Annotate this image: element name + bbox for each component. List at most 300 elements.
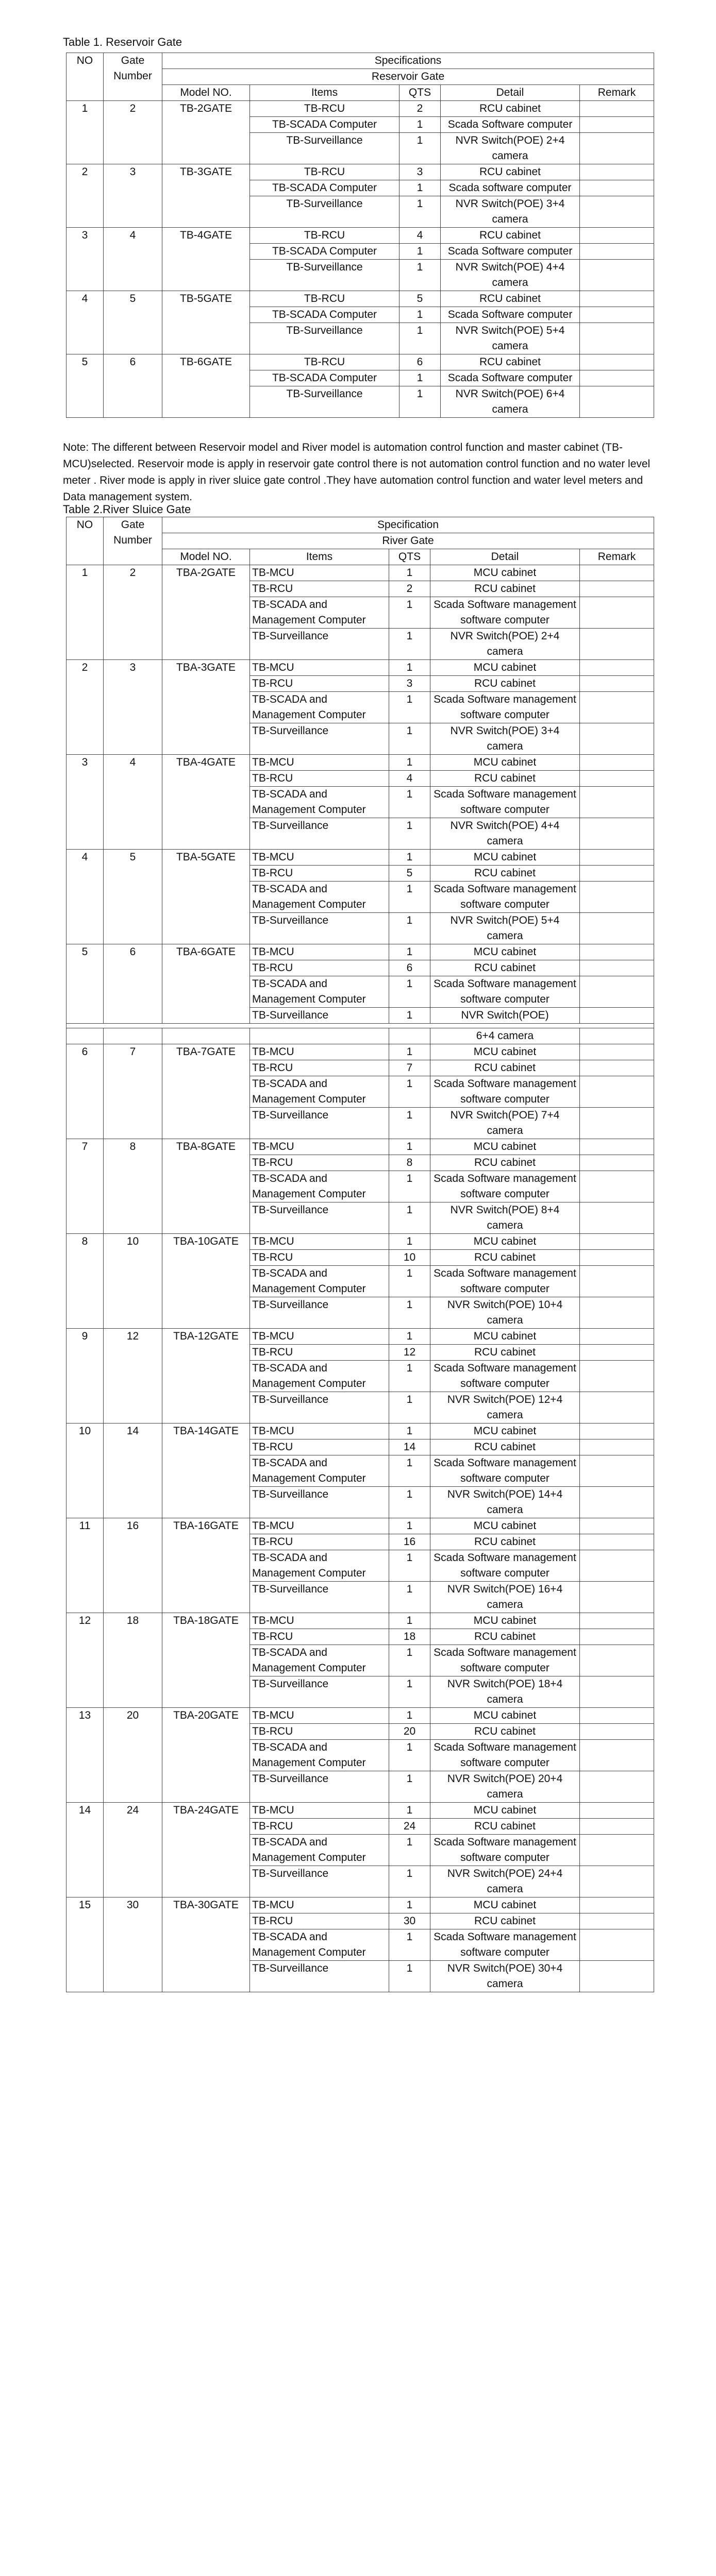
row-item: TB-MCU <box>250 1708 389 1724</box>
row-model: TBA-2GATE <box>162 565 250 660</box>
row-gate-number: 4 <box>104 228 162 291</box>
row-qts: 1 <box>389 1518 430 1534</box>
header-group: River Gate <box>162 533 654 549</box>
row-detail: RCU cabinet <box>441 354 580 370</box>
row-remark <box>580 944 654 960</box>
row-qts: 1 <box>399 133 441 164</box>
row-item: TB-RCU <box>250 1345 389 1361</box>
row-remark <box>580 1835 654 1866</box>
row-qts: 1 <box>389 1171 430 1202</box>
row-qts: 1 <box>389 1929 430 1961</box>
row-item: TB-MCU <box>250 1803 389 1819</box>
row-gate-number: 3 <box>104 164 162 228</box>
row-item: TB-MCU <box>250 944 389 960</box>
row-remark <box>580 1487 654 1518</box>
row-item: TB-RCU <box>250 676 389 692</box>
row-item: TB-RCU <box>250 291 399 307</box>
row-model: TB-3GATE <box>162 164 250 228</box>
row-item: TB-SCADA and Management Computer <box>250 882 389 913</box>
header-model: Model NO. <box>162 85 250 101</box>
row-remark <box>580 1929 654 1961</box>
row-detail: MCU cabinet <box>430 850 580 866</box>
row-qts: 1 <box>389 787 430 818</box>
row-item: TB-Surveillance <box>250 1392 389 1423</box>
row-remark <box>580 1266 654 1297</box>
row-item: TB-Surveillance <box>250 818 389 850</box>
row-qts: 6 <box>399 354 441 370</box>
row-remark <box>580 164 654 180</box>
row-no: 5 <box>66 944 104 1024</box>
row-remark <box>580 660 654 676</box>
row-detail: NVR Switch(POE) <box>430 1008 580 1024</box>
row-detail: NVR Switch(POE) 3+4 camera <box>441 196 580 228</box>
row-item: TB-SCADA and Management Computer <box>250 1171 389 1202</box>
row-item: TB-Surveillance <box>250 629 389 660</box>
row-qts: 24 <box>389 1819 430 1835</box>
row-model: TBA-24GATE <box>162 1803 250 1897</box>
row-remark <box>580 1613 654 1629</box>
row-detail: Scada Software management software computer <box>430 692 580 723</box>
row-item: TB-SCADA Computer <box>250 370 399 386</box>
row-item: TB-Surveillance <box>250 913 389 944</box>
row-detail: Scada Software management software computer <box>430 1835 580 1866</box>
row-remark <box>580 976 654 1008</box>
row-no: 2 <box>66 660 104 755</box>
row-qts: 4 <box>389 771 430 787</box>
row-item: TB-SCADA and Management Computer <box>250 1076 389 1108</box>
table-row <box>66 944 654 960</box>
row-qts: 1 <box>389 1487 430 1518</box>
header-detail: Detail <box>430 549 580 565</box>
row-qts: 1 <box>389 629 430 660</box>
note-paragraph: Note: The different between Reservoir model and River model is automation control function and master cabinet (TB-MCU)selected. Reservoir mode is apply in reservoir gate control there is not automation control function and no water level meter . River mode is apply in river sluice gate control .They have automation control function and water level meters and Data management system. <box>63 442 651 503</box>
row-gate-number: 3 <box>104 660 162 755</box>
row-detail: MCU cabinet <box>430 1329 580 1345</box>
row-remark <box>580 692 654 723</box>
row-detail: MCU cabinet <box>430 1234 580 1250</box>
row-item: TB-SCADA and Management Computer <box>250 1361 389 1392</box>
row-remark <box>580 1139 654 1155</box>
row-detail: MCU cabinet <box>430 1613 580 1629</box>
row-gate-number: 2 <box>104 565 162 660</box>
row-qts: 3 <box>389 676 430 692</box>
header-gate-number: Gate Number <box>104 517 162 565</box>
row-item: TB-SCADA Computer <box>250 307 399 323</box>
row-item: TB-RCU <box>250 1439 389 1455</box>
page-break-row <box>66 1024 654 1028</box>
header-remark: Remark <box>580 549 654 565</box>
row-item: TB-SCADA and Management Computer <box>250 597 389 629</box>
row-item: TB-RCU <box>250 771 389 787</box>
row-item: TB-SCADA and Management Computer <box>250 1266 389 1297</box>
row-item: TB-SCADA Computer <box>250 180 399 196</box>
row-no: 1 <box>66 101 104 164</box>
row-detail: RCU cabinet <box>430 866 580 882</box>
table-row <box>66 101 654 117</box>
row-item: TB-RCU <box>250 581 389 597</box>
row-qts: 1 <box>389 755 430 771</box>
row-item: TB-MCU <box>250 1234 389 1250</box>
row-item: TB-SCADA and Management Computer <box>250 1550 389 1582</box>
table-row <box>66 1044 654 1060</box>
row-remark <box>580 565 654 581</box>
row-remark <box>580 1629 654 1645</box>
row-qts: 2 <box>389 581 430 597</box>
table-row <box>66 1234 654 1250</box>
row-gate-number: 6 <box>104 944 162 1024</box>
row-qts: 1 <box>389 1708 430 1724</box>
row-item: TB-Surveillance <box>250 1771 389 1803</box>
row-item: TB-RCU <box>250 866 389 882</box>
row-qts: 16 <box>389 1534 430 1550</box>
row-qts: 1 <box>389 1613 430 1629</box>
row-qts: 1 <box>389 1835 430 1866</box>
row-remark <box>580 1771 654 1803</box>
row-qts: 1 <box>399 244 441 260</box>
row-remark <box>580 1550 654 1582</box>
row-remark <box>580 1234 654 1250</box>
row-detail: MCU cabinet <box>430 1708 580 1724</box>
row-gate-number: 12 <box>104 1329 162 1423</box>
row-item: TB-Surveillance <box>250 1487 389 1518</box>
row-detail: MCU cabinet <box>430 1803 580 1819</box>
row-remark <box>580 1455 654 1487</box>
row-remark <box>580 1250 654 1266</box>
row-detail: RCU cabinet <box>430 1060 580 1076</box>
row-remark <box>580 755 654 771</box>
row-qts: 18 <box>389 1629 430 1645</box>
row-qts: 1 <box>389 1582 430 1613</box>
row-detail: NVR Switch(POE) 4+4 camera <box>441 260 580 291</box>
continuation-row <box>66 1028 654 1044</box>
row-item: TB-MCU <box>250 565 389 581</box>
row-model: TBA-4GATE <box>162 755 250 850</box>
row-detail: NVR Switch(POE) 10+4 camera <box>430 1297 580 1329</box>
row-qts: 1 <box>389 1897 430 1913</box>
row-item: TB-MCU <box>250 850 389 866</box>
table-row <box>66 565 654 581</box>
row-item: TB-SCADA and Management Computer <box>250 1645 389 1676</box>
row-detail: NVR Switch(POE) 20+4 camera <box>430 1771 580 1803</box>
row-remark <box>580 960 654 976</box>
row-remark <box>580 1008 654 1024</box>
continuation-gate <box>104 1028 162 1044</box>
row-detail: MCU cabinet <box>430 660 580 676</box>
row-item: TB-MCU <box>250 1897 389 1913</box>
row-qts: 1 <box>399 307 441 323</box>
row-detail: Scada Software management software computer <box>430 976 580 1008</box>
row-remark <box>580 1044 654 1060</box>
row-no: 2 <box>66 164 104 228</box>
row-remark <box>580 117 654 133</box>
row-qts: 7 <box>389 1060 430 1076</box>
row-model: TBA-18GATE <box>162 1613 250 1708</box>
row-qts: 1 <box>389 1645 430 1676</box>
row-qts: 1 <box>399 196 441 228</box>
row-item: TB-SCADA and Management Computer <box>250 1835 389 1866</box>
row-item: TB-SCADA and Management Computer <box>250 692 389 723</box>
row-detail: MCU cabinet <box>430 565 580 581</box>
table-row <box>66 164 654 180</box>
row-detail: NVR Switch(POE) 2+4 camera <box>441 133 580 164</box>
row-qts: 1 <box>389 1202 430 1234</box>
row-remark <box>580 1803 654 1819</box>
row-no: 12 <box>66 1613 104 1708</box>
row-detail: RCU cabinet <box>430 676 580 692</box>
row-detail: RCU cabinet <box>430 1819 580 1835</box>
row-item: TB-MCU <box>250 1518 389 1534</box>
row-detail: NVR Switch(POE) 14+4 camera <box>430 1487 580 1518</box>
row-detail: Scada Software management software computer <box>430 597 580 629</box>
river-sluice-gate-table <box>66 517 654 1992</box>
row-qts: 1 <box>389 1676 430 1708</box>
row-item: TB-Surveillance <box>250 260 399 291</box>
row-qts: 1 <box>389 1266 430 1297</box>
row-detail: RCU cabinet <box>430 1250 580 1266</box>
table-row <box>66 1518 654 1534</box>
row-remark <box>580 1329 654 1345</box>
row-gate-number: 20 <box>104 1708 162 1803</box>
row-detail: NVR Switch(POE) 18+4 camera <box>430 1676 580 1708</box>
header-specifications: Specifications <box>162 53 654 69</box>
row-item: TB-RCU <box>250 1250 389 1266</box>
row-detail: MCU cabinet <box>430 1518 580 1534</box>
row-item: TB-RCU <box>250 164 399 180</box>
row-remark <box>580 1819 654 1835</box>
row-item: TB-RCU <box>250 1155 389 1171</box>
row-item: TB-MCU <box>250 755 389 771</box>
row-remark <box>580 1361 654 1392</box>
row-qts: 1 <box>399 117 441 133</box>
row-detail: MCU cabinet <box>430 944 580 960</box>
row-qts: 5 <box>389 866 430 882</box>
row-model: TBA-10GATE <box>162 1234 250 1329</box>
row-detail: NVR Switch(POE) 2+4 camera <box>430 629 580 660</box>
row-detail: RCU cabinet <box>441 228 580 244</box>
row-qts: 1 <box>389 1139 430 1155</box>
row-item: TB-MCU <box>250 1139 389 1155</box>
row-remark <box>580 771 654 787</box>
reservoir-gate-table <box>66 53 654 418</box>
row-remark <box>580 1645 654 1676</box>
row-no: 10 <box>66 1423 104 1518</box>
row-item: TB-Surveillance <box>250 1676 389 1708</box>
row-no: 15 <box>66 1897 104 1992</box>
row-remark <box>580 882 654 913</box>
row-detail: Scada Software computer <box>441 244 580 260</box>
row-no: 11 <box>66 1518 104 1613</box>
row-model: TBA-16GATE <box>162 1518 250 1613</box>
row-qts: 2 <box>399 101 441 117</box>
row-qts: 1 <box>389 850 430 866</box>
row-detail: NVR Switch(POE) 7+4 camera <box>430 1108 580 1139</box>
row-detail: Scada Software management software computer <box>430 1645 580 1676</box>
row-detail: NVR Switch(POE) 4+4 camera <box>430 818 580 850</box>
row-item: TB-SCADA Computer <box>250 117 399 133</box>
row-detail: NVR Switch(POE) 24+4 camera <box>430 1866 580 1897</box>
row-qts: 1 <box>389 1392 430 1423</box>
row-qts: 1 <box>389 1008 430 1024</box>
row-remark <box>580 581 654 597</box>
row-detail: RCU cabinet <box>441 164 580 180</box>
row-remark <box>580 866 654 882</box>
row-qts: 1 <box>389 944 430 960</box>
row-item: TB-RCU <box>250 1913 389 1929</box>
row-item: TB-Surveillance <box>250 1582 389 1613</box>
row-no: 3 <box>66 228 104 291</box>
row-item: TB-Surveillance <box>250 1202 389 1234</box>
row-detail: MCU cabinet <box>430 755 580 771</box>
row-remark <box>580 1866 654 1897</box>
row-remark <box>580 260 654 291</box>
row-qts: 1 <box>389 1076 430 1108</box>
row-item: TB-RCU <box>250 1534 389 1550</box>
row-item: TB-RCU <box>250 960 389 976</box>
row-detail: RCU cabinet <box>430 960 580 976</box>
row-qts: 3 <box>399 164 441 180</box>
row-remark <box>580 354 654 370</box>
row-item: TB-Surveillance <box>250 1108 389 1139</box>
row-detail: NVR Switch(POE) 12+4 camera <box>430 1392 580 1423</box>
row-remark <box>580 629 654 660</box>
row-model: TBA-14GATE <box>162 1423 250 1518</box>
row-model: TBA-7GATE <box>162 1044 250 1139</box>
row-model: TBA-6GATE <box>162 944 250 1024</box>
row-gate-number: 5 <box>104 850 162 944</box>
continuation-item <box>250 1028 389 1044</box>
header-no: NO <box>66 53 104 101</box>
header-qts: QTS <box>399 85 441 101</box>
row-qts: 4 <box>399 228 441 244</box>
row-qts: 1 <box>399 323 441 354</box>
row-no: 4 <box>66 291 104 354</box>
row-qts: 10 <box>389 1250 430 1266</box>
row-qts: 1 <box>389 1361 430 1392</box>
row-model: TB-4GATE <box>162 228 250 291</box>
row-item: TB-SCADA and Management Computer <box>250 1740 389 1771</box>
row-detail: RCU cabinet <box>430 581 580 597</box>
row-qts: 1 <box>389 1550 430 1582</box>
row-detail: MCU cabinet <box>430 1139 580 1155</box>
row-remark <box>580 597 654 629</box>
row-item: TB-RCU <box>250 228 399 244</box>
row-qts: 1 <box>389 723 430 755</box>
row-detail: NVR Switch(POE) 5+4 camera <box>441 323 580 354</box>
row-item: TB-Surveillance <box>250 386 399 418</box>
row-item: TB-RCU <box>250 1819 389 1835</box>
row-remark <box>580 133 654 164</box>
row-item: TB-RCU <box>250 354 399 370</box>
row-qts: 1 <box>389 1771 430 1803</box>
row-qts: 1 <box>389 1234 430 1250</box>
row-item: TB-RCU <box>250 1724 389 1740</box>
row-remark <box>580 787 654 818</box>
row-detail: RCU cabinet <box>430 1724 580 1740</box>
row-qts: 1 <box>389 1455 430 1487</box>
row-remark <box>580 850 654 866</box>
row-qts: 1 <box>389 1329 430 1345</box>
row-model: TB-6GATE <box>162 354 250 418</box>
header-no: NO <box>66 517 104 565</box>
row-detail: Scada Software management software computer <box>430 1929 580 1961</box>
row-qts: 1 <box>389 1961 430 1992</box>
header-gate-number: Gate Number <box>104 53 162 101</box>
row-qts: 8 <box>389 1155 430 1171</box>
row-qts: 1 <box>389 660 430 676</box>
row-item: TB-MCU <box>250 1044 389 1060</box>
row-gate-number: 7 <box>104 1044 162 1139</box>
row-qts: 1 <box>399 386 441 418</box>
table-row <box>66 354 654 370</box>
row-item: TB-SCADA and Management Computer <box>250 976 389 1008</box>
header-group: Reservoir Gate <box>162 69 654 85</box>
row-remark <box>580 1518 654 1534</box>
row-remark <box>580 244 654 260</box>
header-specifications: Specification <box>162 517 654 533</box>
table-row <box>66 1897 654 1913</box>
row-qts: 1 <box>399 180 441 196</box>
header-row <box>66 517 654 533</box>
row-remark <box>580 1724 654 1740</box>
row-remark <box>580 1961 654 1992</box>
row-gate-number: 30 <box>104 1897 162 1992</box>
row-detail: Scada Software management software computer <box>430 1455 580 1487</box>
row-remark <box>580 1423 654 1439</box>
row-item: TB-SCADA and Management Computer <box>250 1455 389 1487</box>
row-qts: 12 <box>389 1345 430 1361</box>
row-item: TB-RCU <box>250 1060 389 1076</box>
row-detail: Scada Software management software computer <box>430 1550 580 1582</box>
row-detail: Scada Software computer <box>441 117 580 133</box>
row-gate-number: 8 <box>104 1139 162 1234</box>
row-gate-number: 5 <box>104 291 162 354</box>
table-row <box>66 291 654 307</box>
row-item: TB-Surveillance <box>250 1866 389 1897</box>
row-remark <box>580 228 654 244</box>
row-detail: NVR Switch(POE) 3+4 camera <box>430 723 580 755</box>
row-model: TB-2GATE <box>162 101 250 164</box>
row-detail: RCU cabinet <box>430 1345 580 1361</box>
page-break-spacer <box>66 1024 654 1028</box>
row-model: TBA-12GATE <box>162 1329 250 1423</box>
row-remark <box>580 1297 654 1329</box>
row-no: 1 <box>66 565 104 660</box>
row-qts: 1 <box>389 976 430 1008</box>
continuation-no <box>66 1028 104 1044</box>
row-remark <box>580 676 654 692</box>
row-qts: 1 <box>389 818 430 850</box>
row-qts: 1 <box>389 1740 430 1771</box>
row-gate-number: 16 <box>104 1518 162 1613</box>
row-qts: 1 <box>399 370 441 386</box>
row-remark <box>580 291 654 307</box>
row-detail: RCU cabinet <box>430 1913 580 1929</box>
header-qts: QTS <box>389 549 430 565</box>
row-remark <box>580 1708 654 1724</box>
row-no: 13 <box>66 1708 104 1803</box>
row-model: TBA-3GATE <box>162 660 250 755</box>
row-qts: 1 <box>389 1866 430 1897</box>
row-remark <box>580 323 654 354</box>
row-model: TBA-30GATE <box>162 1897 250 1992</box>
row-remark <box>580 1534 654 1550</box>
row-model: TB-5GATE <box>162 291 250 354</box>
row-no: 14 <box>66 1803 104 1897</box>
row-item: TB-Surveillance <box>250 1961 389 1992</box>
row-no: 7 <box>66 1139 104 1234</box>
header-detail: Detail <box>441 85 580 101</box>
row-remark <box>580 1202 654 1234</box>
